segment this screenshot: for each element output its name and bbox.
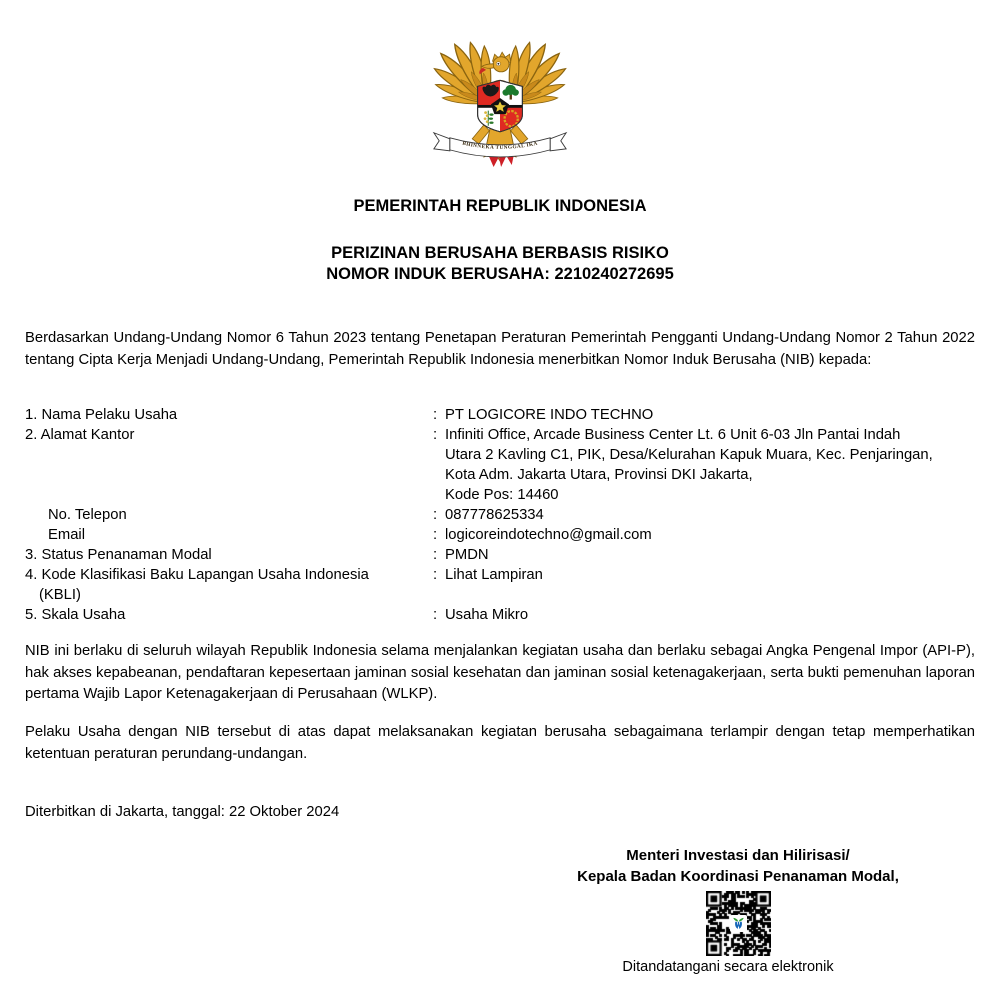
- document-title-line1: PERIZINAN BERUSAHA BERBASIS RISIKO: [331, 244, 669, 262]
- detail-value: logicoreindotechno@gmail.com: [445, 527, 652, 543]
- colon-separator: :: [433, 567, 438, 583]
- detail-value: PMDN: [445, 547, 489, 563]
- detail-row-skala-usaha: [25, 605, 975, 625]
- detail-label: Email: [48, 527, 85, 543]
- colon-separator: :: [433, 507, 438, 523]
- colon-separator: :: [433, 527, 438, 543]
- government-title: PEMERINTAH REPUBLIK INDONESIA: [353, 197, 647, 215]
- detail-value: Usaha Mikro: [445, 607, 529, 623]
- detail-value: PT LOGICORE INDO TECHNO: [445, 407, 654, 423]
- detail-label: 3. Status Penanaman Modal: [25, 547, 212, 563]
- bkpm-logo-icon: [730, 915, 747, 932]
- detail-row-email: [25, 525, 975, 545]
- pancasila-shield: [473, 79, 526, 132]
- issued-line: Diterbitkan di Jakarta, tanggal: 22 Oktober 2024: [25, 804, 340, 820]
- motto-text: BHINNEKA TUNGGAL IKA: [461, 140, 539, 151]
- detail-row-status-penanaman-modal: [25, 545, 975, 565]
- detail-value: Kota Adm. Jakarta Utara, Provinsi DKI Jakarta,: [445, 467, 753, 483]
- qr-code: [706, 891, 771, 956]
- signatory-title-line2: Kepala Badan Koordinasi Penanaman Modal,: [577, 868, 899, 885]
- detail-row-alamat-kantor: [25, 425, 975, 505]
- detail-value: 087778625334: [445, 507, 544, 523]
- colon-separator: :: [433, 407, 438, 423]
- detail-value: Kode Pos: 14460: [445, 487, 559, 503]
- detail-row-nama-pelaku-usaha: [25, 405, 975, 425]
- closing-paragraph: Pelaku Usaha dengan NIB tersebut di atas dapat melaksanakan kegiatan berusaha sebagaimana terlampir dengan tetap memperhatikan ketentuan peraturan perundang-undangan.: [25, 724, 975, 762]
- garuda-pancasila-emblem: [420, 22, 580, 168]
- detail-row-no-telepon: [25, 505, 975, 525]
- detail-label: 4. Kode Klasifikasi Baku Lapangan Usaha Indonesia: [25, 567, 369, 583]
- signature-block: [518, 845, 958, 975]
- document-title-line2: NOMOR INDUK BERUSAHA: 2210240272695: [326, 265, 674, 283]
- colon-separator: :: [433, 427, 438, 443]
- detail-label: 2. Alamat Kantor: [25, 427, 135, 443]
- intro-paragraph: Berdasarkan Undang-Undang Nomor 6 Tahun 2023 tentang Penetapan Peraturan Pemerintah Pengganti Undang-Undang Nomor 2 Tahun 2022 tentang Cipta Kerja Menjadi Undang-Undang, Pemerintah Republik Indonesia menerbitkan Nomor Induk Berusaha (NIB) kepada:: [25, 330, 975, 368]
- details-list: [25, 405, 975, 625]
- nib-validity-paragraph: NIB ini berlaku di seluruh wilayah Republik Indonesia selama menjalankan kegiatan usaha dan berlaku sebagai Angka Pengenal Impor (API-P), hak akses kepabeanan, pendaftaran kepesertaan jaminan sosial kesehatan dan jaminan sosial ketenagakerjaan, serta bukti pemenuhan laporan pertama Wajib Lapor Ketenagakerjaan di Perusahaan (WLKP).: [25, 643, 975, 702]
- detail-row-kbli: [25, 565, 975, 605]
- detail-value: Lihat Lampiran: [445, 567, 543, 583]
- colon-separator: :: [433, 607, 438, 623]
- detail-label: 5. Skala Usaha: [25, 607, 126, 623]
- detail-value: Infiniti Office, Arcade Business Center Lt. 6 Unit 6-03 Jln Pantai Indah: [445, 427, 901, 443]
- signatory-title-line1: Menteri Investasi dan Hilirisasi/: [626, 847, 850, 864]
- colon-separator: :: [433, 547, 438, 563]
- detail-value: Utara 2 Kavling C1, PIK, Desa/Kelurahan Kapuk Muara, Kec. Penjaringan,: [445, 447, 933, 463]
- detail-label: No. Telepon: [48, 507, 127, 523]
- detail-label: (KBLI): [39, 587, 81, 603]
- document-title: [0, 243, 1000, 285]
- detail-label: 1. Nama Pelaku Usaha: [25, 407, 178, 423]
- esign-note: Ditandatangani secara elektronik: [622, 959, 834, 975]
